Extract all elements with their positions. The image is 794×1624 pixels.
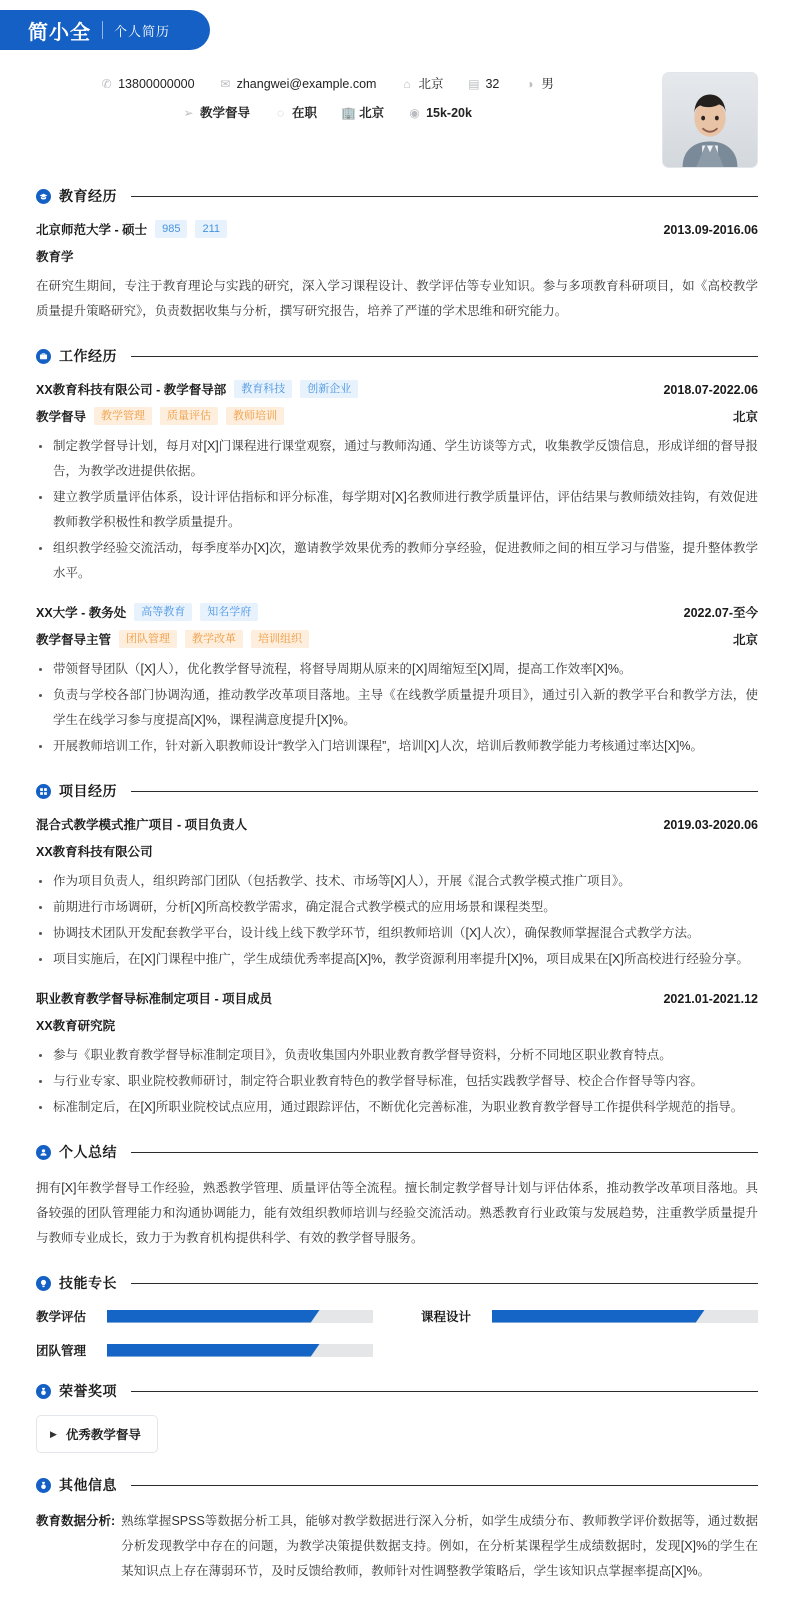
tag[interactable]: 211 (195, 220, 227, 238)
bullet-item: 制定教学督导计划，每月对[X]门课程进行课堂观察，通过与教师沟通、学生访谈等方式，收集教学反馈信息，形成详细的督导报告，为教学改进提供依据。 (36, 434, 758, 484)
other-info-item (36, 1509, 758, 1584)
section-title: 工作经历 (59, 348, 117, 364)
header-banner-area (0, 0, 794, 58)
graduation-cap-icon (36, 189, 51, 204)
section-summary (0, 1142, 794, 1251)
contact-value: 教学督导 (200, 106, 251, 120)
phone-icon: ✆ (101, 77, 112, 91)
project-organization: XX教育研究院 (36, 1019, 116, 1033)
project-entry (36, 989, 758, 1120)
section-projects (0, 781, 794, 1120)
skill-row (36, 1307, 373, 1325)
tag[interactable]: 团队管理 (119, 630, 177, 648)
date-range: 2013.09-2016.06 (663, 223, 758, 237)
company-department: XX大学 - 教务处 (36, 606, 127, 620)
contact-value: 男 (541, 77, 554, 91)
education-entry (36, 220, 758, 324)
contact-value: 32 (485, 77, 500, 91)
entry-header (36, 603, 758, 621)
entry-header (36, 989, 758, 1007)
bullet-list (36, 869, 758, 972)
tag[interactable]: 培训组织 (251, 630, 309, 648)
entry-subheader (36, 842, 758, 860)
contact-item (88, 74, 206, 94)
section-honors (0, 1381, 794, 1453)
entry-left (36, 603, 258, 621)
job-title: 教学督导 (36, 410, 87, 424)
honor-label: 优秀教学督导 (65, 1428, 141, 1442)
project-title-role: 职业教育教学督导标准制定项目 - 项目成员 (36, 992, 273, 1006)
entry-left (36, 989, 272, 1007)
skill-name: 教学评估 (36, 1310, 87, 1324)
contact-value: zhangwei@example.com (236, 77, 377, 91)
honor-card[interactable] (36, 1415, 158, 1453)
project-organization: XX教育科技有限公司 (36, 845, 153, 859)
tag[interactable]: 创新企业 (300, 380, 358, 398)
medal-icon (36, 1384, 51, 1399)
education-entries (36, 220, 758, 324)
project-grid-icon (36, 784, 51, 799)
contact-item (511, 74, 566, 94)
tag[interactable]: 教学管理 (94, 407, 152, 425)
skill-bar-fill (107, 1344, 320, 1357)
bullet-item: 标准制定后，在[X]所职业院校试点应用，通过跟踪评估，不断优化完善标准，为职业教育教学督导工作提供科学规范的指导。 (36, 1095, 758, 1120)
section-title: 其他信息 (59, 1477, 117, 1493)
section-title: 荣誉奖项 (59, 1383, 117, 1399)
entry-left (36, 380, 358, 398)
salary-icon: ◉ (409, 106, 420, 120)
tag[interactable]: 高等教育 (134, 603, 192, 621)
lightbulb-icon (36, 1276, 51, 1291)
bullet-item: 开展教师培训工作，针对新入职教师设计“教学入门培训课程”，培训[X]人次，培训后教师教学能力考核通过率达[X]%。 (36, 734, 758, 759)
skill-row (421, 1307, 758, 1325)
user-icon (36, 1145, 51, 1160)
section-title: 技能专长 (59, 1275, 117, 1291)
bullet-item: 组织教学经验交流活动，每季度举办[X]次，邀请教学效果优秀的教师分享经验，促进教师之间的相互学习与借鉴，提升整体教学水平。 (36, 536, 758, 586)
contact-value: 北京 (418, 77, 444, 91)
contact-item (170, 103, 262, 123)
skill-bar-track[interactable] (107, 1344, 373, 1357)
bullet-item: 作为项目负责人，组织跨部门团队（包括教学、技术、市场等[X]人），开展《混合式教学模式推广项目》。 (36, 869, 758, 894)
avatar (662, 72, 758, 168)
section-header (36, 1273, 758, 1293)
entry-left (36, 630, 309, 648)
section-header (36, 186, 758, 206)
tag[interactable]: 教师培训 (226, 407, 284, 425)
job-title: 教学督导主管 (36, 633, 112, 647)
section-title: 个人总结 (59, 1144, 117, 1160)
contact-row-primary (0, 74, 654, 94)
skill-name: 课程设计 (421, 1310, 472, 1324)
contact-item (388, 74, 455, 94)
honor-items (36, 1415, 758, 1453)
city-icon: 🏢 (341, 106, 357, 120)
bullet-item: 参与《职业教育教学督导标准制定项目》，负责收集国内外职业教育教学督导资料，分析不同地区职业教育特点。 (36, 1043, 758, 1068)
section-header (36, 1475, 758, 1495)
bullet-item: 协调技术团队开发配套教学平台，设计线上线下教学环节，组织教师培训（[X]人次），确保教师掌握混合式教学方法。 (36, 921, 758, 946)
entry-left (36, 407, 284, 425)
skill-bar-fill (492, 1310, 705, 1323)
contact-item (207, 74, 389, 94)
entry-subheader (36, 247, 758, 265)
entry-subheader (36, 407, 758, 425)
section-rule (131, 791, 758, 792)
section-rule (131, 356, 758, 357)
name-banner (0, 10, 210, 50)
section-title: 教育经历 (59, 188, 117, 204)
skill-bar-track[interactable] (107, 1310, 373, 1323)
section-work (0, 346, 794, 759)
tag[interactable]: 教育科技 (234, 380, 292, 398)
entry-left (36, 815, 247, 833)
section-rule (131, 1485, 758, 1486)
skill-row (36, 1341, 373, 1359)
section-rule (131, 1283, 758, 1284)
entry-header (36, 380, 758, 398)
date-range: 2022.07-至今 (683, 606, 758, 620)
bullet-item: 前期进行市场调研，分析[X]所高校教学需求，确定混合式教学模式的应用场景和课程类型。 (36, 895, 758, 920)
work-entries (36, 380, 758, 759)
section-header (36, 1381, 758, 1401)
skill-bar-track[interactable] (492, 1310, 758, 1323)
tag[interactable]: 知名学府 (200, 603, 258, 621)
bullet-item: 带领督导团队（[X]人），优化教学督导流程，将督导周期从原来的[X]周缩短至[X]周，提高工作效率[X]%。 (36, 657, 758, 682)
section-education (0, 186, 794, 324)
briefcase-icon (36, 349, 51, 364)
candidate-name: 简小全 (28, 21, 91, 44)
education-description: 在研究生期间，专注于教育理论与实践的研究，深入学习课程设计、教学评估等专业知识。参与多项教育科研项目，如《高校教学质量提升策略研究》，负责数据收集与分析，撰写研究报告，培养了严谨的学术思维和研究能力。 (36, 279, 758, 318)
project-title-role: 混合式教学模式推广项目 - 项目负责人 (36, 818, 248, 832)
entry-left (36, 220, 227, 238)
contact-value: 15k-20k (426, 106, 472, 120)
summary-text: 拥有[X]年教学督导工作经验，熟悉教学管理、质量评估等全流程。擅长制定教学督导计划与评估体系，推动教学改革项目落地。具备较强的团队管理能力和沟通协调能力，能有效组织教师培训与经验交流活动。熟悉教育行业政策与发展趋势，注重教学质量提升与教师专业成长，致力于为教育机构提供科学、有效的教学督导服务。 (36, 1181, 758, 1245)
skill-bar-fill (107, 1310, 320, 1323)
contact-row-secondary (0, 103, 654, 123)
section-rule (131, 1391, 758, 1392)
contact-block (0, 58, 794, 164)
mail-icon: ✉ (220, 77, 231, 91)
bullet-list (36, 657, 758, 759)
entry-header (36, 815, 758, 833)
entry-subheader (36, 1016, 758, 1034)
date-range: 2019.03-2020.06 (663, 818, 758, 832)
tag[interactable]: 质量评估 (160, 407, 218, 425)
school-degree: 北京师范大学 - 硕士 (36, 223, 148, 237)
bullet-item: 建立教学质量评估体系，设计评估指标和评分标准，每学期对[X]名教师进行教学质量评估，评估结果与教师绩效挂钩，有效促进教师教学积极性和教学质量提升。 (36, 485, 758, 535)
expand-caret-icon[interactable]: ▶ (50, 1428, 57, 1439)
gender-icon: ◑ (526, 77, 534, 91)
date-range: 2021.01-2021.12 (663, 992, 758, 1006)
paper-plane-icon: ➢ (183, 106, 194, 120)
home-icon: ⌂ (403, 77, 411, 91)
contact-item (396, 103, 484, 123)
info-icon (36, 1478, 51, 1493)
tag[interactable]: 985 (155, 220, 187, 238)
bullet-list (36, 1043, 758, 1120)
company-department: XX教育科技有限公司 - 教学督导部 (36, 383, 227, 397)
date-range: 2018.07-2022.06 (663, 383, 758, 397)
section-skills (0, 1273, 794, 1359)
bullet-item: 负责与学校各部门协调沟通，推动教学改革项目落地。主导《在线教学质量提升项目》，通过引入新的教学平台和教学方法，使学生在线学习参与度提高[X]%，课程满意度提升[X]%。 (36, 683, 758, 733)
project-entry (36, 815, 758, 972)
section-header (36, 781, 758, 801)
work-entry (36, 603, 758, 759)
entry-header (36, 220, 758, 238)
work-location: 北京 (732, 633, 758, 647)
work-location: 北京 (732, 410, 758, 424)
skills-grid (36, 1307, 758, 1359)
bullet-item: 项目实施后，在[X]门课程中推广，学生成绩优秀率提高[X]%，教学资源利用率提升[X]%，项目成果在[X]所高校进行经验分享。 (36, 947, 758, 972)
section-rule (131, 1152, 758, 1153)
section-header (36, 1142, 758, 1162)
contact-item (455, 74, 511, 94)
tag[interactable]: 教学改革 (185, 630, 243, 648)
status-circle-icon: ◌ (276, 106, 285, 120)
entry-subheader (36, 630, 758, 648)
other-items (36, 1509, 758, 1584)
major: 教育学 (36, 250, 74, 264)
contact-item (262, 103, 329, 123)
bullet-list (36, 434, 758, 586)
work-entry (36, 380, 758, 586)
contact-value: 北京 (359, 106, 385, 120)
section-other (0, 1475, 794, 1584)
other-info-text: 熟练掌握SPSS等数据分析工具，能够对教学数据进行深入分析，如学生成绩分布、教师教学评价数据等，通过数据分析发现教学中存在的问题，为教学决策提供数据支持。例如，在分析某课程学生成绩数据时，发现[X]%的学生在某知识点上存在薄弱环节，及时反馈给教师，教师针对性调整教学策略后，学生该知识点掌握率提高[X]%。 (121, 1514, 758, 1578)
section-title: 项目经历 (59, 783, 117, 799)
contact-value: 13800000000 (118, 77, 195, 91)
skill-name: 团队管理 (36, 1344, 87, 1358)
banner-divider (102, 21, 103, 39)
section-rule (131, 196, 758, 197)
contact-value: 在职 (292, 106, 318, 120)
resume-subtitle: 个人简历 (114, 23, 171, 39)
other-info-label: 教育数据分析: (36, 1514, 116, 1528)
id-card-icon: ▤ (468, 77, 480, 91)
bullet-item: 与行业专家、职业院校教师研讨，制定符合职业教育特色的教学督导标准，包括实践教学督导、校企合作督导等内容。 (36, 1069, 758, 1094)
project-entries (36, 815, 758, 1120)
section-header (36, 346, 758, 366)
contact-item (329, 103, 396, 123)
